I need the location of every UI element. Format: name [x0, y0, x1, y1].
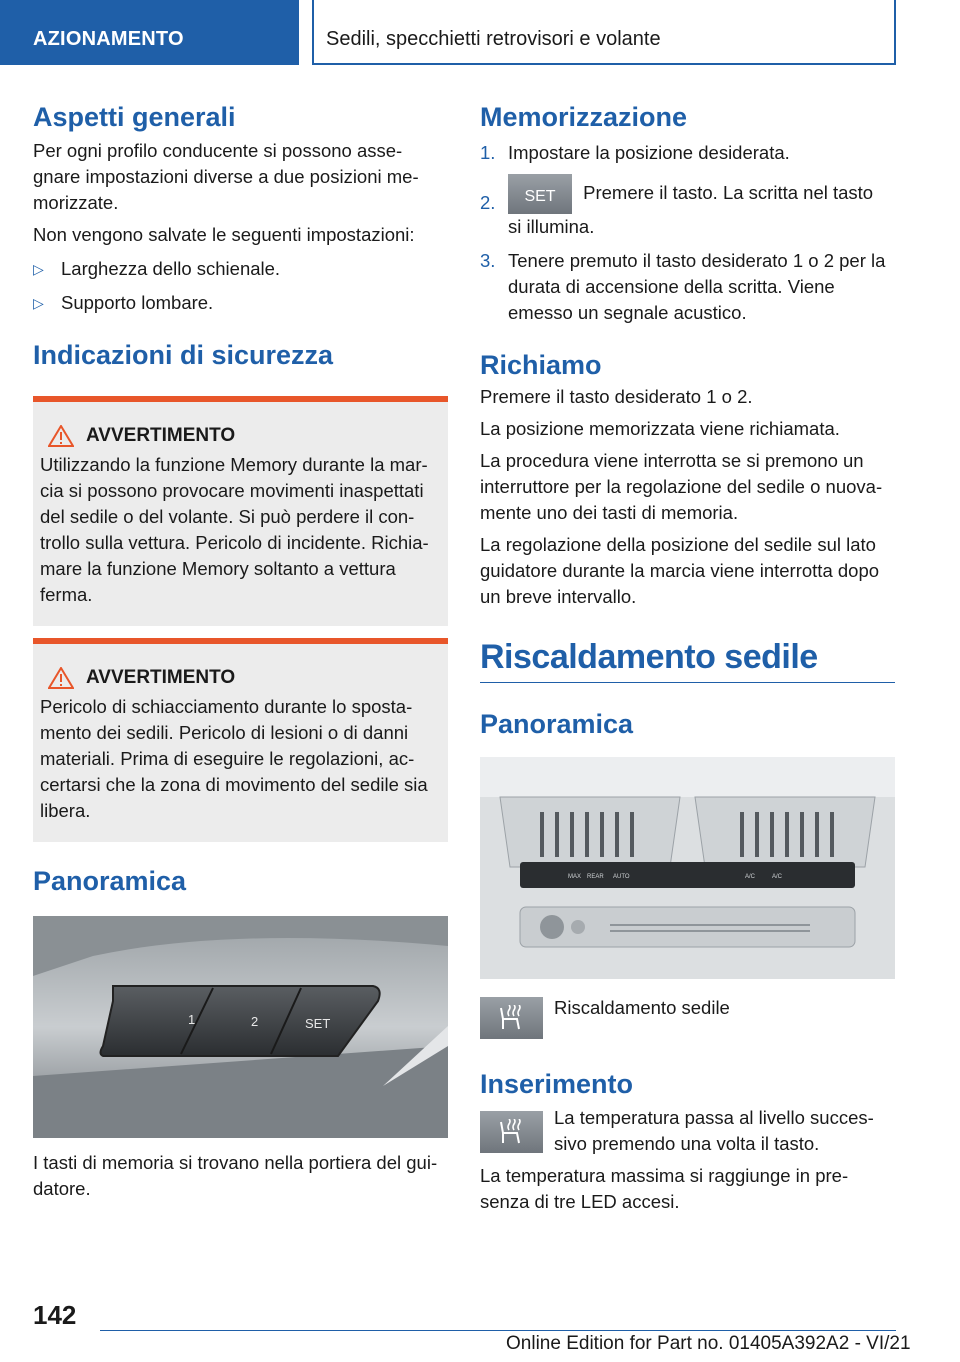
- seat-heating-icon: [480, 1111, 543, 1153]
- warning-text: Utilizzando la funzione Memory durante la mar-cia si possono provocare movimenti inaspettati del sedile o del volante. Si può perdere il con-trollo sulla vettura. Pericolo di incidente. Richia-mare la funzione Memory soltanto a vettura ferma.: [40, 454, 429, 605]
- console-max-label: MAX: [568, 874, 582, 880]
- safety-heading: Indicazioni di sicurezza: [33, 340, 334, 370]
- warning-triangle-icon: [48, 425, 74, 447]
- console-ac-label-2: A/C: [772, 874, 783, 880]
- console-ac-label: A/C: [745, 874, 756, 880]
- recall-heading: Richiamo: [480, 350, 602, 380]
- warning-box: [33, 396, 448, 626]
- left-column: [33, 100, 448, 1202]
- heat-legend-label: Riscaldamento sedile: [554, 997, 730, 1018]
- memory-button-1-label: 1: [188, 1012, 196, 1027]
- bullet-item: [33, 290, 448, 316]
- console-rear-label: REAR: [587, 874, 604, 880]
- general-paragraph-2: Non vengono salvate le seguenti impostazioni:: [33, 224, 415, 245]
- step-text: Impostare la posizione desiderata.: [508, 142, 790, 163]
- memory-button-set-label: SET: [305, 1016, 331, 1031]
- step-item: [480, 140, 895, 166]
- right-column: [480, 100, 895, 1215]
- warning-triangle-icon: [48, 667, 74, 689]
- recall-paragraph-3: La procedura viene interrotta se si premono un interruttore per la regolazione del sedile o nuova-mente uno dei tasti di memoria.: [480, 450, 883, 523]
- insert-paragraph-1: La temperatura passa al livello succes-sivo premendo una volta il tasto.: [554, 1107, 874, 1154]
- bullet-item: [33, 256, 448, 282]
- step-item: [480, 174, 895, 240]
- memory-buttons-photo: [33, 916, 448, 1138]
- overview-heading-2: Panoramica: [480, 709, 634, 739]
- warning-text: Pericolo di schiacciamento durante lo sposta-mento dei sedili. Pericolo di lesioni o di danni materiali. Prima di eseguire le regolazioni, ac-certarsi che la zona di movimento del sedile sia libera.: [40, 696, 428, 821]
- step-text: Tenere premuto il tasto desiderato 1 o 2 per la durata di accensione della scritta. Viene emesso un segnale acustico.: [508, 250, 886, 323]
- general-paragraph-1: Per ogni profilo conducente si possono asse-gnare impostazioni diverse a due posizioni me-morizzate.: [33, 140, 419, 213]
- bullet-triangle-icon: ▷: [33, 261, 44, 277]
- heading-rule: [480, 682, 895, 683]
- step-text: Premere il tasto. La scritta nel tasto: [583, 181, 874, 203]
- page-number: 142: [33, 1300, 77, 1330]
- heat-legend-row: [480, 997, 895, 1039]
- seat-heating-heading: Riscaldamento sedile: [480, 638, 818, 676]
- recall-paragraph-2: La posizione memorizzata viene richiamata.: [480, 418, 840, 439]
- recall-paragraph-4: La regolazione della posizione del sedile sul lato guidatore durante la marcia viene interrotta dopo un breve intervallo.: [480, 534, 880, 607]
- section-tab: [0, 0, 299, 65]
- seat-heating-icon: [480, 997, 543, 1039]
- console-auto-label: AUTO: [613, 874, 630, 880]
- edition-text: Online Edition for Part no. 01405A392A2 - VI/21: [506, 1333, 911, 1354]
- climate-console-photo: [480, 757, 895, 979]
- general-heading: Aspetti generali: [33, 102, 236, 132]
- memorization-heading: Memorizzazione: [480, 102, 688, 132]
- set-button-icon: SET: [508, 174, 572, 214]
- step-number: 3.: [480, 250, 496, 271]
- bullet-text: Supporto lombare.: [61, 292, 214, 313]
- recall-paragraph-1: Premere il tasto desiderato 1 o 2.: [480, 386, 753, 407]
- chapter-title: Sedili, specchietti retrovisori e volante: [326, 28, 661, 50]
- bullet-text: Larghezza dello schienale.: [61, 258, 281, 279]
- memory-button-2-label: 2: [251, 1014, 259, 1029]
- overview-heading: Panoramica: [33, 866, 187, 896]
- warning-title: AVVERTIMENTO: [86, 667, 236, 688]
- insert-paragraph-2: La temperatura massima si raggiunge in pre-senza di tre LED accesi.: [480, 1165, 849, 1212]
- bullet-triangle-icon: ▷: [33, 295, 44, 311]
- section-title: AZIONAMENTO: [33, 28, 184, 50]
- step-text-cont: si illumina.: [508, 216, 595, 237]
- warning-title: AVVERTIMENTO: [86, 425, 236, 446]
- step-number: 2.: [480, 192, 496, 213]
- chapter-tab: [312, 0, 896, 65]
- warning-box: [33, 638, 448, 842]
- step-number: 1.: [480, 142, 496, 163]
- photo-caption: I tasti di memoria si trovano nella portiera del gui-datore.: [33, 1152, 438, 1199]
- insert-row: [480, 1105, 895, 1157]
- footer-rule: [100, 1330, 896, 1331]
- step-item: [480, 248, 895, 326]
- insert-heading: Inserimento: [480, 1069, 634, 1099]
